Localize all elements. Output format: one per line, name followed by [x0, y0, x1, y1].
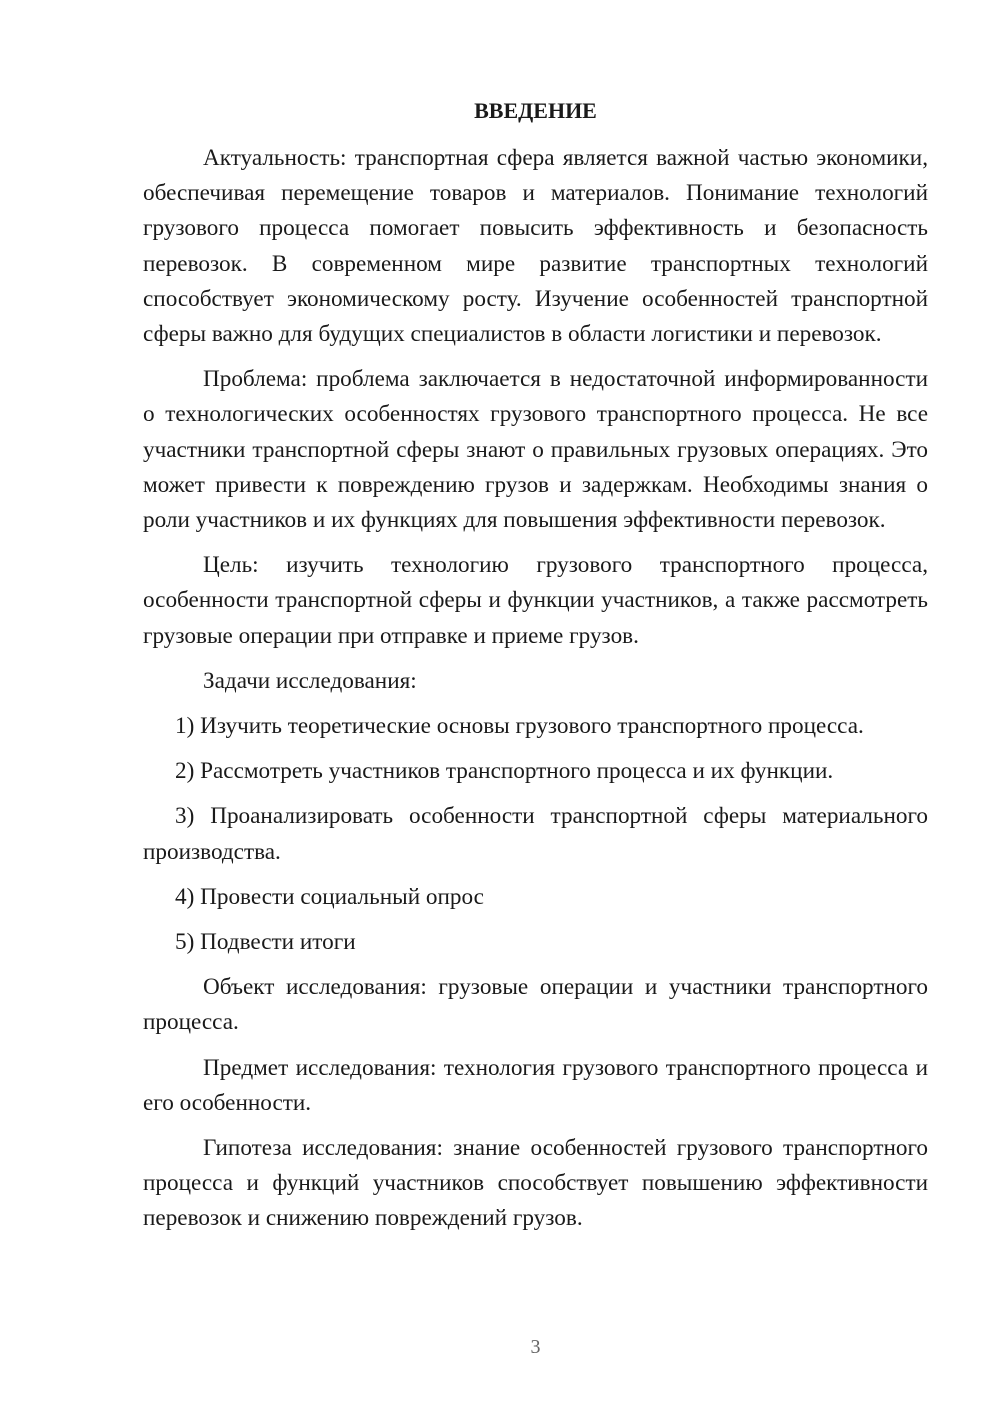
- paragraph-hypothesis: Гипотеза исследования: знание особенностей грузового транспортного процесса и функций участников способствует повышению эффективности перевозок и снижению повреждений грузов.: [143, 1135, 928, 1232]
- paragraph-object: Объект исследования: грузовые операции и участники транспортного процесса.: [143, 974, 928, 1036]
- paragraph-relevance: Актуальность: транспортная сфера является важной частью экономики, обеспечивая перемещение товаров и материалов. Понимание технологий грузового процесса помогает повысить эффективность и безопасность перевозок. В современном мире развитие транспортных технологий способствует экономическому росту. Изучение особенностей транспортной сферы важно для будущих специалистов в области логистики и перевозок.: [143, 145, 928, 348]
- paragraph-goal: Цель: изучить технологию грузового транспортного процесса, особенности транспортной сферы и функции участников, а также рассмотреть грузовые операции при отправке и приеме грузов.: [143, 552, 928, 649]
- page-number: 3: [530, 1336, 541, 1358]
- paragraph-problem: Проблема: проблема заключается в недостаточной информированности о технологических особенностях грузового транспортного процесса. Не все участники транспортной сферы знают о правильных грузовых операциях. Это может привести к повреждению грузов и задержкам. Необходимы знания о роли участников и их функциях для повышения эффективности перевозок.: [143, 366, 928, 534]
- task-item: 2) Рассмотреть участников транспортного процесса и их функции.: [175, 758, 834, 785]
- task-item: 3) Проанализировать особенности транспортной сферы материального производства.: [143, 803, 928, 865]
- task-item: 5) Подвести итоги: [175, 929, 356, 956]
- task-item: 4) Провести социальный опрос: [175, 883, 484, 910]
- page-title: ВВЕДЕНИЕ: [474, 98, 597, 123]
- document-body: [143, 141, 928, 1237]
- paragraph-subject: Предмет исследования: технология грузового транспортного процесса и его особенности.: [143, 1054, 928, 1116]
- tasks-heading: Задачи исследования:: [203, 667, 417, 694]
- task-item: 1) Изучить теоретические основы грузового транспортного процесса.: [175, 713, 864, 740]
